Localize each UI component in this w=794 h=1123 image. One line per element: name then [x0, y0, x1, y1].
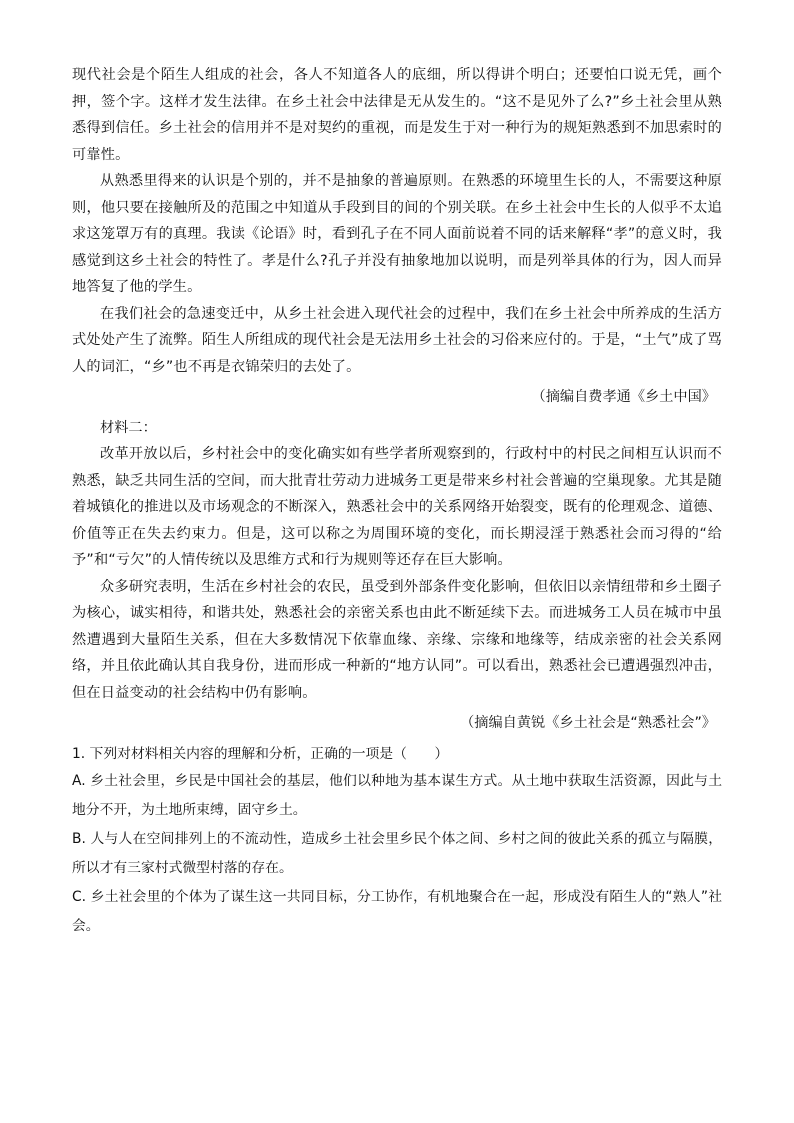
material1-paragraph-2: 从熟悉里得来的认识是个别的，并不是抽象的普遍原则。在熟悉的环境里生长的人，不需要这种原则，他只要在接触所及的范围之中知道从手段到目的间的个别关联。在乡土社会中生长的人似乎不太追求这笼罩万有的真理。我读《论语》时，看到孔子在不同人面前说着不同的话来解释“孝”的意义时，我感觉到这乡土社会的特性了。孝是什么?孔子并没有抽象地加以说明，而是列举具体的行为，因人而异地答复了他的学生。	[72, 173, 722, 295]
material2-paragraph-2: 众多研究表明，生活在乡村社会的农民，虽受到外部条件变化影响，但依旧以亲情纽带和乡土圈子为核心，诚实相待，和谐共处，熟悉社会的亲密关系也由此不断延续下去。而进城务工人员在城市中虽然遭遇到大量陌生关系，但在大多数情况下依靠血缘、亲缘、宗缘和地缘等，结成亲密的社会关系网络，并且依此确认其自我身份，进而形成一种新的“地方认同”。可以看出，熟悉社会已遭遇强烈冲击，但在日益变动的社会结构中仍有影响。	[72, 578, 722, 701]
question-1-stem: 1. 下列对材料相关内容的理解和分析，正确的一项是（ ）	[72, 745, 449, 762]
material1-source: （摘编自费孝通《乡土中国》	[531, 389, 716, 405]
material1-paragraph-3: 在我们社会的急速变迁中，从乡土社会进入现代社会的过程中，我们在乡土社会中所养成的生活方式处处产生了流弊。陌生人所组成的现代社会是无法用乡土社会的习俗来应付的。于是，“土气”成了骂人的词汇，“乡”也不再是衣锦荣归的去处了。	[72, 305, 722, 375]
material1-paragraph-1: 现代社会是个陌生人组成的社会，各人不知道各人的底细，所以得讲个明白；还要怕口说无凭，画个押，签个字。这样才发生法律。在乡土社会中法律是无从发生的。“这不是见外了么?”乡土社会里从熟悉得到信任。乡土社会的信用并不是对契约的重视，而是发生于对一种行为的规矩熟悉到不加思索时的可靠性。	[72, 67, 722, 163]
question-1-option-c: C. 乡土社会里的个体为了谋生这一共同目标，分工协作，有机地聚合在一起，形成没有陌生人的“熟人”社会。	[72, 889, 722, 934]
document-page	[72, 62, 722, 941]
question-1-option-a: A. 乡土社会里，乡民是中国社会的基层，他们以种地为基本谋生方式。从土地中获取生活资源，因此与土地分不开，为土地所束缚，固守乡土。	[72, 773, 722, 818]
material2-paragraph-1: 改革开放以后，乡村社会中的变化确实如有些学者所观察到的，行政村中的村民之间相互认识而不熟悉，缺乏共同生活的空间，而大批青壮劳动力进城务工更是带来乡村社会普遍的空巢现象。尤其是随着城镇化的推进以及市场观念的不断深入，熟悉社会中的关系网络开始裂变，既有的伦理观念、道德、价值等正在失去约束力。但是，这可以称之为周围环境的变化，而长期浸淫于熟悉社会而习得的“给予”和“亏欠”的人情传统以及思维方式和行为规则等还存在巨大影响。	[72, 446, 722, 568]
material2-label: 材料二：	[100, 419, 157, 436]
material2-source: （摘编自黄锐《乡土社会是“熟悉社会”》	[460, 715, 716, 731]
question-1-option-b: B. 人与人在空间排列上的不流动性，造成乡土社会里乡民个体之间、乡村之间的彼此关系的孤立与隔膜，所以才有三家村式微型村落的存在。	[72, 831, 722, 876]
